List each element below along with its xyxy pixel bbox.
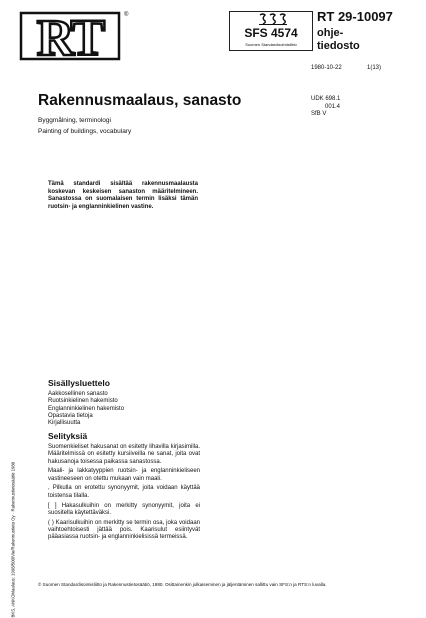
classification-codes — [311, 96, 340, 119]
explanations-body — [48, 444, 200, 544]
rt-code: RT 29-10097 — [317, 9, 393, 24]
sfs-emblem-icon — [258, 13, 288, 25]
sfb-code: SfB V — [311, 111, 327, 117]
contents-item: Kirjallisuutta — [48, 420, 81, 427]
document-type-line1: ohje- — [317, 27, 344, 39]
explanation-paragraph: ( ) Kaarisulkuihin on merkitty se termin osa, joka voidaan vaihtoehtoisesti jättää pois. Kaarisulut esiintyvät pääasiassa ruotsin- ja englanninkielisissä termeissä. — [48, 519, 200, 541]
contents-heading: Sisällysluettelo — [48, 378, 110, 388]
contents-item: Opastavia tietoja — [48, 412, 93, 419]
sfs-organization: Suomen Standardisoimisliitto — [245, 42, 297, 47]
explanation-paragraph: Suomenkieliset hakusanat on esitetty lihavilla kirjasimilla. Määritelmissä on esitetty kursiiveilla ne sanat, joita ovat hakusanoja toisessa paikassa sanastossa. — [48, 444, 200, 465]
explanation-paragraph: , Pilkulla on erotettu synonyymit, joita voidaan käyttää toistensa tilalla. — [48, 485, 200, 499]
english-title: Painting of buildings, vocabulary — [38, 128, 132, 135]
udk-code: UDK 698.1 — [311, 96, 341, 102]
registered-mark: ® — [124, 12, 129, 18]
swedish-title: Byggmålning, terminologi — [38, 117, 111, 124]
document-date: 1980-10-22 — [311, 65, 342, 71]
intro-paragraph: Tämä standardi sisältää rakennusmaalausta koskevan keskeisen sanaston määritelmineen. Sanastossa on suomalaisen termin lisäksi tämän ruotsin- ja englanninkielinen vastine. — [48, 181, 198, 210]
svg-text:RT: RT — [36, 10, 104, 62]
copyright-notice: © Suomen Standardisoimisliitto ja Rakennustietosäätiö, 1980. Osittainenkin julkaiseminen ja jäljentäminen sallittu vain SFS:n ja RTS:n luvalla. — [38, 582, 327, 587]
contents-item: Ruotsinkielinen hakemisto — [48, 398, 118, 405]
explanations-heading: Selityksiä — [48, 431, 88, 441]
sfs-code: SFS 4574 — [244, 26, 298, 40]
page-number: 1(13) — [367, 65, 382, 71]
side-margin-text: BKS, ANKOMaalaus: 1998/500/Vie/Rakennustieto Oy · Rakennustietosäätiö 1980 — [10, 461, 16, 618]
explanation-paragraph: Maali- ja lakkatyyppien ruotsin- ja englanninkieliseen vastineeseen on otettu mukaan vain maali. — [48, 468, 200, 482]
udk-code-secondary: 001.4 — [325, 103, 341, 110]
document-type — [317, 27, 360, 53]
contents-item: Englanninkielinen hakemisto — [48, 405, 125, 412]
contents-list — [48, 391, 124, 427]
contents-item: Aakkosellinen sanasto — [48, 391, 108, 397]
document-title: Rakennusmaalaus, sanasto — [38, 92, 242, 109]
rt-logo — [18, 10, 122, 62]
document-type-line2: tiedosto — [317, 40, 360, 52]
explanation-paragraph: [ ] Hakasulkuihin on merkitty synonyymit, joita ei suositella käytettäväksi. — [48, 502, 200, 516]
